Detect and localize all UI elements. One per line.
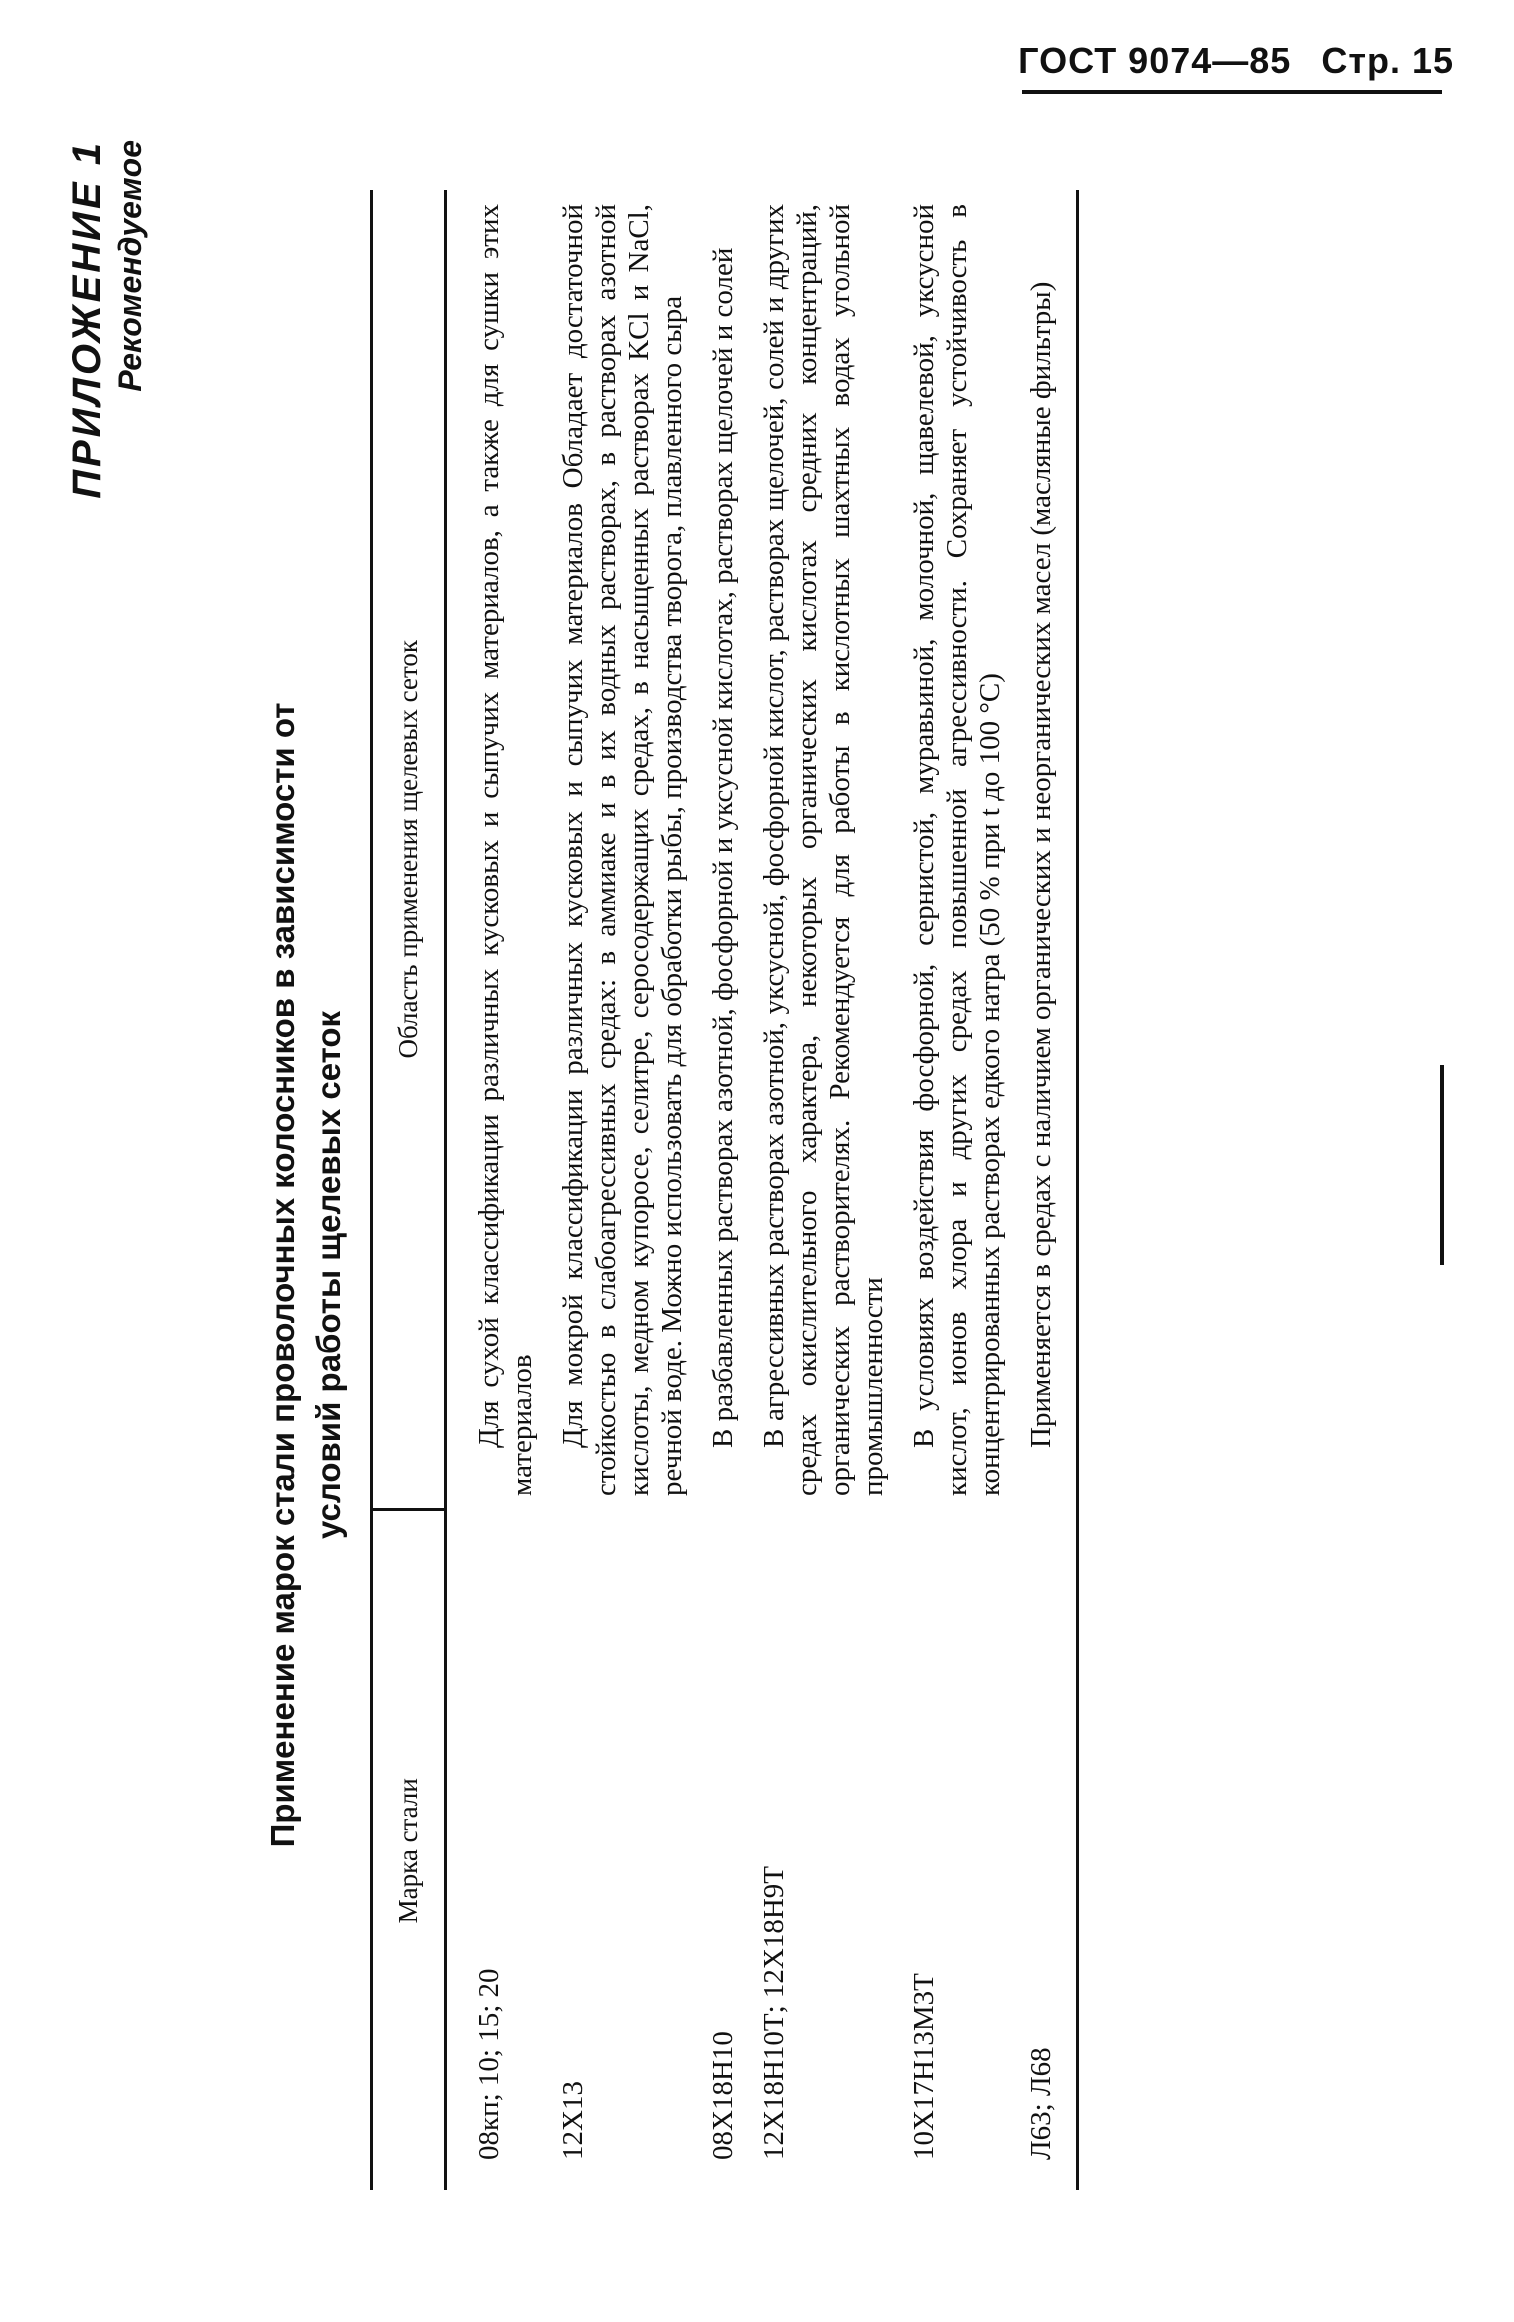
running-header xyxy=(1018,40,1454,82)
column-header-application-area: Область применения щелевых сеток xyxy=(372,190,446,1510)
table-row xyxy=(446,190,548,2190)
table-header-row xyxy=(372,190,446,2190)
steel-grade-cell: Л63; Л68 xyxy=(1015,1510,1078,2190)
end-of-page-rule xyxy=(1440,1065,1444,1265)
steel-grade-cell: 08Х18Н10 xyxy=(707,2031,739,2160)
steel-grade-cell: 12Х13 xyxy=(557,2081,589,2160)
table-title-line-1: Применение марок стали проволочных колосников в зависимости от xyxy=(264,702,301,1848)
application-area-cell: Для сухой классификации различных кусковых и сыпучих материалов, а также для сушки этих материалов xyxy=(473,204,538,1496)
table-row xyxy=(547,190,697,2190)
appendix-title: ПРИЛОЖЕНИЕ 1 xyxy=(65,140,109,499)
application-area-cell: В агрессивных растворах азотной, уксусной, фосфорной кислот, растворах щелочей, солей и других средах окислительного характера, некоторых органических кислотах средних концентраций, органических растворителях. Рекомендуется для работы в кислотных шахтных водах угольной промышленности xyxy=(758,204,889,1496)
standard-number: ГОСТ 9074—85 xyxy=(1018,40,1292,81)
table-row xyxy=(748,190,898,2190)
steel-grades-table xyxy=(370,190,1079,2190)
page-number: Стр. 15 xyxy=(1321,40,1454,81)
steel-grade-cell: 12Х18Н10Т; 12Х18Н9Т xyxy=(758,1865,790,2160)
application-area-cell: В условиях воздействия фосфорной, сернистой, муравьиной, молочной, щавелевой, уксусной кислот, ионов хлора и других средах повышенной агрессивности. Сохраняет устойчивость в концентрированных растворах едкого натра (50 % при t до 100 °С) xyxy=(908,204,1006,1496)
steel-grade-cell: 08кп; 10; 15; 20 xyxy=(473,1968,505,2160)
steel-grade-cell: 10Х17Н13М3Т xyxy=(908,1973,940,2160)
appendix-block xyxy=(65,140,149,499)
rotated-page-content xyxy=(65,140,1245,2300)
table-title xyxy=(260,450,352,2100)
table-title-line-2: условий работы щелевых сеток xyxy=(310,1010,347,1540)
application-area-cell: Для мокрой классификации различных кусковых и сыпучих материалов Обладает достаточной стойкостью в слабоагрессивных средах: в аммиаке и в их водных растворах, в растворах азотной кислоты, медном купоросе, селитре, серосодержащих средах, в насыщенных растворах KCl и NaCl, речной воде. Можно использовать для обработки рыбы, производства творога, плавленного сыра xyxy=(557,204,688,1496)
table-row xyxy=(1015,190,1078,2190)
table-row xyxy=(898,190,1015,2190)
table-row xyxy=(697,190,748,2190)
header-rule xyxy=(1022,90,1442,94)
appendix-subtitle: Рекомендуемое xyxy=(112,140,148,392)
application-area-cell: Применяется в средах с наличием органических и неорганических масел (масляные фильтры) xyxy=(1015,190,1078,1510)
application-area-cell: В разбавленных растворах азотной, фосфорной и уксусной кислотах, растворах щелочей и солей xyxy=(707,247,739,1448)
column-header-steel-grade: Марка стали xyxy=(372,1510,446,2190)
